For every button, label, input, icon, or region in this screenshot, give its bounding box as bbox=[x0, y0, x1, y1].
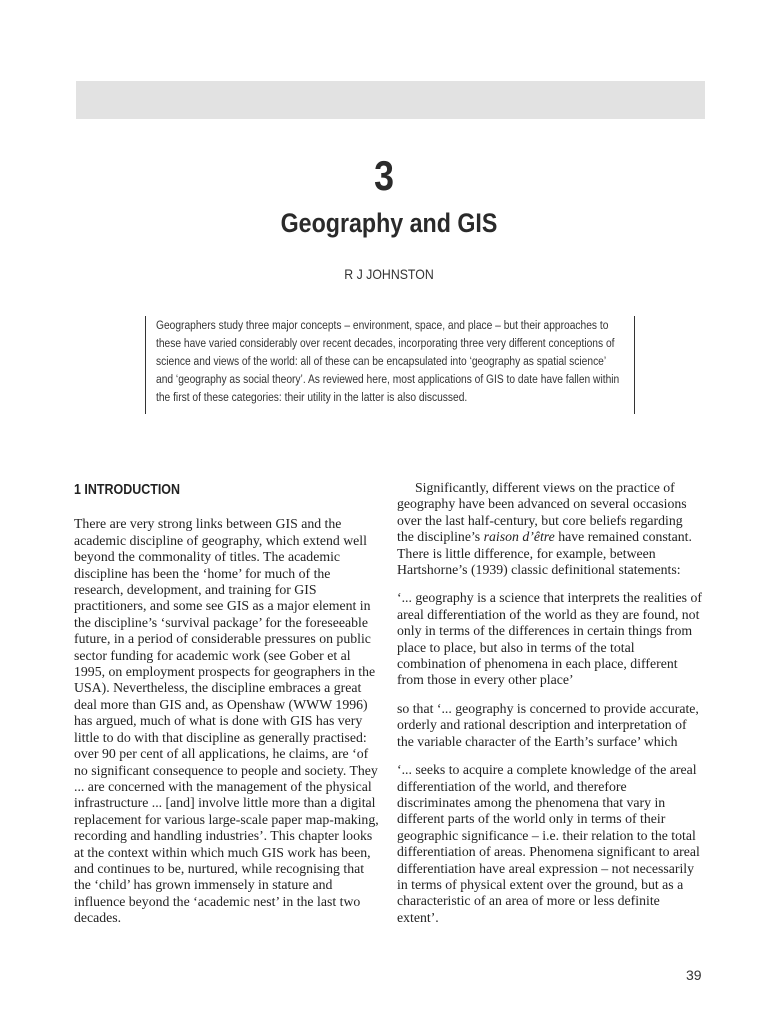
right-column bbox=[397, 480, 702, 926]
left-column bbox=[74, 480, 379, 927]
paragraph-text-end: have remained constant. There is little difference, for example, between Hartshorne’s (1939) classic definitional statements: bbox=[397, 529, 692, 578]
section-heading: 1 INTRODUCTION bbox=[74, 482, 180, 498]
body-paragraph: so that ‘... geography is concerned to provide accurate, orderly and rational description and interpretation of the variable character of the Earth’s surface’ which bbox=[397, 700, 699, 749]
italic-term: raison d’être bbox=[483, 529, 555, 545]
paragraph-text-start: Significantly, different views on the practice of geography have been advanced on several occasions over the last half-century, but core beliefs regarding the discipline’s bbox=[397, 480, 687, 545]
chapter-author: R J JOHNSTON bbox=[344, 266, 434, 282]
intro-paragraph: There are very strong links between GIS and the academic discipline of geography, which extend well beyond the commonality of titles. The academic discipline has been the ‘home’ for much of the research, development, and training for GIS practitioners, and some see GIS as a major element in the discipline’s ‘survival package’ for the foreseeable future, in a period of considerable pressures on public sector funding for academic work (see Gober et al 1995, on employment prospects for geographers in the USA). Nevertheless, the discipline embraces a great deal more than GIS and, as Openshaw (WWW 1996) has argued, much of what is done with GIS has very little to do with that discipline as generally practised: over 90 per cent of all applications, he claims, are ‘of no significant consequence to people and society. They ... are concerned with the management of the physical infrastructure ... [and] involve little more than a digital replacement for various large-scale paper map-making, recording and handling industries’. This chapter looks at the context within which much GIS work has been, and continues to be, nurtured, while recognising that the ‘child’ has grown immensely in stature and influence beyond the ‘academic nest’ in the last two decades. bbox=[74, 516, 379, 926]
page-number: 39 bbox=[686, 967, 702, 983]
chapter-title: Geography and GIS bbox=[280, 208, 498, 238]
abstract-box bbox=[145, 316, 635, 414]
quotation: ‘... seeks to acquire a complete knowledge of the areal differentiation of the world, and therefore discriminates among the phenomena that vary in different parts of the world only in terms of their geographic significance – i.e. their relation to the total differentiation of areas. Phenomena significant to areal differentiation have areal expression – not necessarily in terms of physical extent over the ground, but as a characteristic of an area of more or less definite extent’. bbox=[397, 762, 700, 925]
body-paragraph bbox=[397, 480, 702, 578]
quotation: ‘... geography is a science that interprets the realities of areal differentiation of the world as they are found, not only in terms of the differences in certain things from place to place, but also in terms of the total combination of phenomena in each place, different from those in every other place’ bbox=[397, 590, 702, 688]
chapter-number: 3 bbox=[374, 152, 394, 199]
chapter-header-band bbox=[76, 81, 705, 119]
abstract-text: Geographers study three major concepts – environment, space, and place – but their approaches to these have varied considerably over recent decades, incorporating three very different conceptions of science and views of the world: all of these can be encapsulated into ‘geography as spatial science’ and ‘geography as social theory’. As reviewed here, most applications of GIS to date have fallen within the first of these categories: their utility in the latter is also discussed. bbox=[156, 318, 620, 404]
